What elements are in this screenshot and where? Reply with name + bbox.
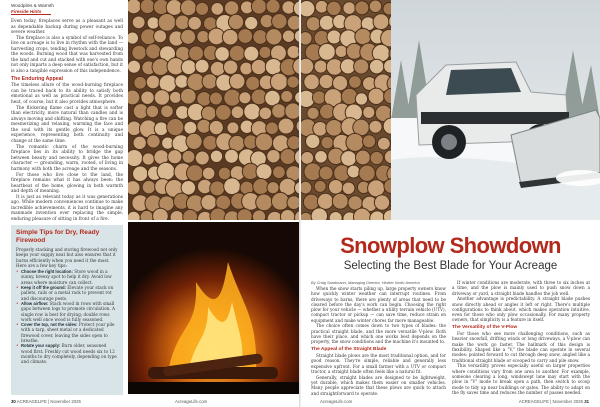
log-end: [326, 119, 343, 136]
log-end: [146, 44, 161, 59]
woodpile-right-illustration: [301, 0, 391, 220]
log-end: [314, 180, 326, 192]
log-end: [341, 151, 357, 167]
log-end: [315, 0, 328, 13]
page-number: 31: [584, 399, 589, 404]
log-end: [238, 29, 253, 44]
log-end: [184, 121, 197, 134]
log-end: [224, 1, 239, 16]
log-end: [133, 136, 146, 149]
log-end: [183, 209, 198, 220]
log-end: [374, 195, 389, 210]
log-end: [168, 150, 182, 164]
log-end: [328, 180, 343, 195]
log-end: [355, 93, 367, 105]
log-end: [355, 1, 369, 15]
log-end: [267, 182, 279, 194]
log-end: [251, 59, 266, 74]
left-section-title: Woodpiles & Warmth: [11, 3, 54, 8]
log-end: [240, 62, 253, 75]
log-end: [134, 76, 147, 89]
log-end: [314, 60, 327, 73]
article-paragraph: When the snow starts piling up, large property owners know how quickly winter weather can interrupt routines. From driveways to barns, there are plenty of areas that need to be cleared before the day's work can begin. Choosing the right plow for your vehicle — whether a utility terrain vehicle (UTV), compact tractor or pickup — can save time, reduce strain on equipment and make winter chores far more manageable.: [311, 286, 446, 323]
issue-date: November 2025: [552, 399, 584, 404]
appeal-paragraph: It is just as relevant today as it was generations ago. While modern conveniences continue to make incredible achievements, it is hard to imagine any manmade invention ever replacing the simple, enduring pleasure of sitting in front of a fire.: [11, 194, 123, 222]
fireplace-photo: [128, 222, 299, 394]
page-number: 30: [11, 399, 16, 404]
left-section-rule: [11, 14, 51, 15]
log-end: [306, 134, 320, 148]
left-text-column: [11, 19, 123, 223]
log-end: [244, 46, 259, 61]
left-folio: 30 ACREAGELIFE | November 2025: [11, 399, 81, 404]
log-end: [265, 58, 281, 74]
log-end: [201, 106, 216, 121]
log-end: [383, 2, 391, 15]
log-end: [215, 47, 230, 62]
log-end: [259, 107, 272, 120]
log-end: [280, 149, 296, 165]
tip-label: Rotate your supply:: [21, 343, 61, 349]
log-end: [256, 164, 272, 180]
log-end: [237, 209, 252, 220]
article-paragraph: If winter conditions are moderate, with three to six inches at a time, and the plow is mainly used to push snow down a driveway or yard, a straight blade handles the job well.: [452, 280, 590, 296]
article-paragraph: Another advantage is predictability. A straight blade pushes snow directly ahead or angles it left or right. There's multiple configurations to think about, which makes operation intuitive, even for those who only plow occasionally. For many property owners, that simplicity is a feature in itself.: [452, 296, 590, 323]
tip-text: Protect your pile with a tarp, sheet metal or a dedicated firewood cover, leaving the sides open to breathe.: [21, 322, 115, 344]
log-end: [210, 92, 223, 105]
log-end: [313, 121, 328, 136]
article-paragraph: Straight blade plows are the most traditional option, and for good reason. They're simple, reliable and generally less expensive upfront. For a small farmer with a UTV or compact tractor, a straight blade often feels like a natural fit.: [311, 353, 446, 374]
log-end: [133, 166, 148, 181]
log-end: [224, 178, 241, 195]
log-end: [369, 0, 382, 13]
fire-illustration: [128, 222, 299, 394]
log-end: [202, 167, 215, 180]
appeal-paragraph: The timeless allure of the wood-burning fireplace can be traced back to its ability to satisfy both emotional as well as practical needs. It provides heat, of course, but it also provides atmosphere.: [11, 83, 123, 105]
log-end: [128, 150, 143, 167]
log-end: [244, 103, 261, 120]
log-end: [287, 15, 299, 30]
log-end: [273, 166, 286, 179]
log-end: [140, 210, 153, 220]
log-end: [222, 29, 238, 45]
list-item: [16, 285, 118, 301]
log-end: [359, 165, 375, 181]
intro-paragraph: The fireplace is also a symbol of self-reliance. To live on acreage is to live in rhythm with the land — harvesting crops, tending livestock and stewarding the woods. Burning wood that was harvested from the land and cut and stacked with one's own hands not only imparts a deep sense of satisfaction, but it is also a tangible expression of this independence.: [11, 35, 123, 74]
tip-text: Stack wood in rows with small gaps between logs to promote circulation. A single row is best for drying; double rows work well once wood is fully seasoned.: [21, 300, 115, 322]
woodpile-illustration: [128, 0, 299, 220]
log-end: [329, 211, 342, 220]
sidebar-title: Simple Tips for Dry, Ready Firewood: [16, 229, 100, 244]
log-end: [132, 45, 147, 60]
log-end: [182, 150, 195, 163]
woodpile-photo-right: [301, 0, 391, 220]
log-end: [142, 153, 154, 165]
log-end: [287, 136, 299, 150]
log-end: [285, 103, 299, 119]
log-end: [154, 122, 168, 136]
magazine-name: ACREAGELIFE: [16, 399, 47, 404]
log-end: [246, 76, 260, 90]
log-end: [346, 133, 364, 151]
log-end: [196, 2, 209, 15]
article-paragraph: For those who see more challenging conditions, such as heavier snowfall, drifting winds or long driveways, a V-plow can make the work go faster. The hallmark of this design is flexibility. Shaped like a "V," the blade can operate in several modes: pointed forward to cut through deep snow, angled like a traditional straight blade or scooped to carry and pile snow.: [452, 331, 590, 363]
log-end: [152, 59, 169, 76]
article-paragraph: This versatility proves especially useful on larger properties where conditions vary from one area to another. For example, someone clearing a long, windswept lane may start with the plow in "V" mode to break open a path, then switch to scoop mode to tidy up near buildings or gates. The ability to adapt on the fly saves time and reduces the number of passes needed.: [452, 363, 590, 395]
log-end: [311, 208, 327, 220]
log-end: [272, 14, 288, 30]
log-end: [327, 1, 341, 15]
log-end: [251, 0, 266, 14]
right-folio: ACREAGELIFE | November 2025 31: [518, 399, 589, 404]
log-end: [301, 0, 315, 16]
log-end: [306, 17, 320, 31]
log-end: [245, 16, 258, 29]
log-end: [327, 30, 341, 44]
log-end: [301, 58, 314, 74]
tip-label: Allow airflow:: [21, 300, 49, 306]
snowplow-truck-photo: [391, 0, 600, 220]
log-end: [301, 181, 312, 194]
log-end: [354, 59, 369, 74]
left-section-tag: [11, 3, 54, 14]
log-end: [343, 2, 356, 15]
log-end: [170, 211, 184, 220]
log-end: [197, 30, 209, 42]
log-end: [128, 181, 140, 195]
log-end: [319, 15, 334, 30]
log-end: [228, 14, 243, 29]
log-end: [319, 74, 333, 88]
v-plow-heading: The Versatility of the V-Plow: [452, 324, 518, 330]
log-end: [209, 120, 223, 134]
log-end: [186, 165, 203, 182]
log-end: [355, 150, 370, 165]
log-end: [332, 193, 348, 209]
log-end: [227, 122, 239, 134]
article-paragraph: Generally, straight blades are designed to be lightweight, yet durable, which makes them easier on smaller vehicles. Many people appreciate that these plows are quick to attach and straightforward to operate.: [311, 374, 446, 396]
list-item: [16, 343, 118, 364]
appeal-paragraph: For those who live close to the land, the fireplace remains what it has always been: the heartbeat of the home, glowing in both warmth and depth of meaning.: [11, 172, 123, 195]
log-end: [369, 59, 384, 74]
appeal-paragraph: The romantic charm of the wood-burning fireplace lies in its ability to bridge the gap between beauty and necessity. It gives the home character — grounding, warm, rooted, of living in harmony with both the acreage and the seasons.: [11, 144, 123, 172]
log-end: [202, 74, 217, 89]
list-item: [16, 301, 118, 322]
log-end: [215, 105, 231, 121]
log-end: [161, 105, 174, 118]
left-folio-site: AcreageLife.com: [175, 399, 208, 404]
log-end: [201, 194, 217, 210]
issue-date: November 2025: [50, 399, 81, 404]
log-end: [188, 16, 202, 30]
list-item: [16, 269, 118, 285]
log-end: [153, 208, 169, 220]
log-end: [142, 180, 155, 193]
log-end: [373, 14, 389, 30]
log-end: [280, 209, 295, 220]
log-end: [259, 46, 271, 58]
right-text-column-2: [452, 280, 590, 396]
log-end: [146, 75, 160, 89]
appeal-paragraph: The flickering flame cast a light that is softer than electricity, more natural than candles and is always moving and shifting. Watching a fire can be mesmerizing and relaxing, warming the face and the soul with its gentle glow. It is a unique experience, representing both continuity and change at the same time.: [11, 105, 123, 144]
log-end: [281, 90, 293, 102]
log-end: [189, 46, 204, 61]
log-end: [181, 29, 196, 44]
log-end: [229, 45, 245, 61]
log-end: [377, 137, 390, 150]
magazine-name: ACREAGELIFE: [518, 399, 549, 404]
tip-text: Burn older, seasoned wood first. Freshly cut wood needs six to 12 months to dry completely, depending on type and climate.: [21, 343, 117, 365]
woodpile-photo: [128, 0, 299, 220]
log-end: [347, 165, 360, 178]
log-end: [287, 45, 299, 58]
log-end: [210, 150, 222, 162]
log-end: [128, 90, 140, 105]
log-end: [225, 149, 239, 163]
log-end: [158, 13, 176, 31]
log-end: [272, 104, 286, 118]
firewood-tips-sidebar: [11, 225, 123, 395]
log-end: [154, 90, 170, 106]
log-end: [319, 43, 336, 60]
log-end: [256, 194, 273, 211]
log-end: [128, 32, 139, 44]
appeal-heading: The Enduring Appeal: [11, 76, 63, 83]
log-end: [307, 107, 319, 119]
log-end: [154, 30, 167, 43]
log-end: [355, 28, 371, 44]
log-end: [157, 162, 175, 180]
log-end: [287, 196, 299, 210]
log-end: [349, 76, 362, 89]
log-end: [368, 88, 384, 104]
tips-list: [16, 269, 118, 364]
log-end: [271, 192, 289, 210]
list-item: [16, 322, 118, 343]
log-end: [146, 105, 158, 117]
log-end: [195, 151, 209, 165]
tip-text: Elevate your stack on pallets, rails or a metal rack to prevent rot and discourage pests.: [21, 285, 114, 301]
log-end: [287, 76, 299, 88]
log-end: [231, 106, 244, 119]
log-end: [141, 91, 154, 104]
log-end: [132, 16, 145, 29]
log-end: [195, 59, 209, 73]
log-end: [301, 32, 312, 45]
log-end: [278, 118, 294, 134]
tip-label: Keep it off the ground:: [21, 285, 66, 291]
log-end: [128, 60, 141, 73]
log-end: [319, 166, 333, 180]
intro-paragraph: Even today, fireplaces serve as a pleasant as well as dependable backup during power outages and severe weather.: [11, 19, 123, 35]
log-end: [282, 30, 294, 42]
log-end: [180, 88, 196, 104]
log-end: [321, 136, 334, 149]
log-end: [147, 135, 161, 149]
tip-text: Store wood in a sunny, breezy spot to help it dry. Avoid low areas where moisture can collect.: [21, 269, 112, 285]
log-end: [363, 106, 375, 118]
log-end: [253, 179, 269, 195]
left-section-subtitle: Fireside Hints: [11, 8, 42, 14]
tip-label: Cover the top, not the sides:: [21, 322, 78, 328]
log-end: [266, 122, 279, 135]
log-end: [335, 45, 347, 57]
log-end: [270, 73, 287, 90]
log-end: [315, 150, 328, 163]
right-folio-site: AcreageLife.com: [320, 399, 353, 404]
log-end: [210, 181, 225, 196]
log-end: [304, 74, 320, 90]
log-end: [239, 92, 251, 104]
log-end: [147, 17, 159, 29]
log-end: [223, 60, 237, 74]
log-end: [301, 152, 314, 165]
log-end: [317, 193, 333, 209]
log-end: [167, 119, 184, 136]
tip-label: Choose the right location:: [21, 269, 73, 275]
sidebar-intro: Properly stacking and storing firewood not only keeps your supply neat but also ensures that it burns efficiently when you need it the most. Here are a few key tips:: [16, 247, 118, 268]
log-end: [363, 135, 376, 148]
log-end: [267, 149, 280, 162]
log-end: [369, 120, 382, 133]
log-end: [342, 182, 355, 195]
log-end: [186, 133, 202, 149]
log-end: [169, 91, 181, 103]
truck-illustration: [391, 0, 600, 220]
log-end: [368, 180, 385, 197]
log-end: [252, 210, 265, 220]
right-text-column-1: [311, 286, 446, 396]
log-end: [211, 3, 224, 16]
log-end: [128, 0, 141, 14]
log-end: [341, 88, 357, 104]
straight-blade-heading: The Appeal of the Straight Blade: [311, 346, 387, 352]
log-end: [303, 194, 319, 210]
log-end: [181, 60, 196, 75]
article-paragraph: The choice often comes down to two types of blades: the practical straight blade, and the more versatile V-plow. Both have their place, and which one works best depends on the property, the snow conditions and the machine it's mounted to.: [311, 323, 446, 345]
feature-title: Snowplow Showdown: [340, 233, 561, 258]
byline: By Craig Sandmann, Managing Director, Hiniker North America: [311, 280, 420, 285]
log-end: [140, 0, 155, 14]
log-end: [180, 0, 196, 16]
log-end: [218, 167, 231, 180]
log-end: [370, 151, 383, 164]
log-end: [229, 73, 245, 89]
log-end: [266, 0, 280, 13]
log-end: [255, 133, 273, 151]
feature-deck: Selecting the Best Blade for Your Acreage: [343, 260, 558, 272]
log-end: [181, 180, 196, 195]
log-end: [266, 29, 282, 45]
log-end: [224, 89, 241, 106]
